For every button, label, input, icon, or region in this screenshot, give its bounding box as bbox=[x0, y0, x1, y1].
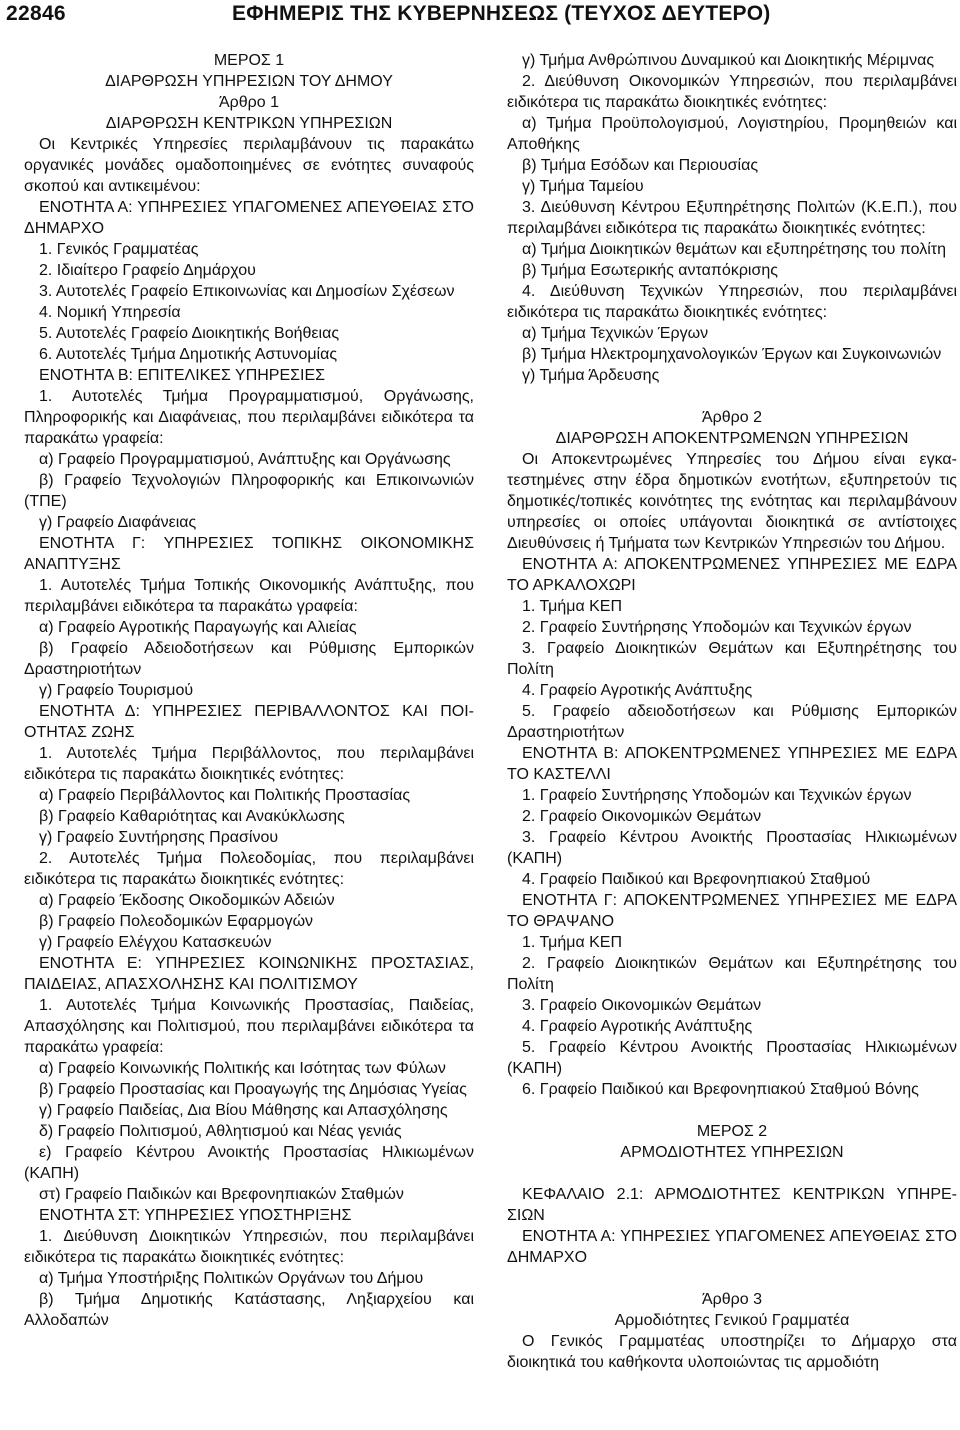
text-paragraph: 5. Αυτοτελές Γραφείο Διοικητικής Βοήθειας bbox=[39, 325, 340, 342]
text-paragraph: γ) Τμήμα Ανθρώπινου Δυναμικού και Διοικητικής Μέριμνας bbox=[522, 52, 935, 69]
text-paragraph: 3. Γραφείο Διοικητικών Θεμάτων και Εξυπηρέτησης του Πολίτη bbox=[507, 640, 957, 678]
text-paragraph: ΚΕΦΑΛΑΙΟ 2.1: ΑΡΜΟΔΙΟΤΗΤΕΣ ΚΕΝΤΡΙΚΩΝ ΥΠΗΡΕΣΙΩΝ bbox=[507, 1186, 957, 1224]
gazette-title: ΕΦΗΜΕΡΙΣ ΤΗΣ ΚΥΒΕΡΝΗΣΕΩΣ (ΤΕΥΧΟΣ ΔΕΥΤΕΡΟ) bbox=[232, 2, 771, 25]
text-paragraph: 1. Γενικός Γραμματέας bbox=[39, 241, 199, 258]
text-paragraph: 2. Γραφείο Διοικητικών Θεμάτων και Εξυπηρέτησης του Πολίτη bbox=[507, 955, 957, 993]
text-paragraph: β) Γραφείο Καθαριότητας και Ανακύκλωσης bbox=[39, 808, 345, 825]
text-paragraph: 1. Αυτοτελές Τμήμα Προγραμματισμού, Οργάνωσης, Πληροφορικής και Διαφάνειας, που περιλαμβάνει ειδικότερα τα παρακάτω γραφεία: bbox=[24, 388, 474, 447]
text-paragraph: 2. Ιδιαίτερο Γραφείο Δημάρχου bbox=[39, 262, 256, 279]
section-heading: Άρθρο 3 bbox=[701, 1291, 763, 1308]
text-paragraph: α) Γραφείο Κοινωνικής Πολιτικής και Ισότητας των Φύλων bbox=[39, 1060, 446, 1077]
text-paragraph: 1. Αυτοτελές Τμήμα Τοπικής Οικονομικής Ανάπτυξης, που περιλαμβάνει ειδικότερα τα παρακάτω γραφεία: bbox=[24, 577, 474, 615]
text-paragraph: β) Γραφείο Αδειοδοτήσεων και Ρύθμισης Εμπορικών Δραστηριοτήτων bbox=[24, 640, 474, 678]
text-paragraph: 2. Αυτοτελές Τμήμα Πολεοδομίας, που περιλαμβάνει ειδικότερα τις παρακάτω διοικητικές ενότητες: bbox=[24, 850, 474, 888]
text-paragraph: α) Γραφείο Προγραμματισμού, Ανάπτυξης και Οργάνωσης bbox=[39, 451, 451, 468]
text-paragraph: 6. Αυτοτελές Τμήμα Δημοτικής Αστυνομίας bbox=[39, 346, 338, 363]
text-paragraph: 4. Γραφείο Παιδικού και Βρεφονηπιακού Σταθμού bbox=[522, 871, 871, 888]
text-paragraph: δ) Γραφείο Πολιτισμού, Αθλητισμού και Νέας γενιάς bbox=[39, 1123, 402, 1140]
text-paragraph: 5. Γραφείο Κέντρου Ανοικτής Προστασίας Ηλικιωμένων (ΚΑΠΗ) bbox=[507, 1039, 957, 1077]
text-paragraph: γ) Γραφείο Τουρισμού bbox=[39, 682, 194, 699]
text-paragraph: 1. Γραφείο Συντήρησης Υποδομών και Τεχνικών έργων bbox=[522, 787, 912, 804]
right-column bbox=[507, 50, 957, 1373]
section-heading: ΔΙΑΡΘΡΩΣΗ ΚΕΝΤΡΙΚΩΝ ΥΠΗΡΕΣΙΩΝ bbox=[105, 115, 393, 132]
spacer bbox=[507, 1100, 957, 1121]
text-paragraph: β) Τμήμα Εσόδων και Περιουσίας bbox=[522, 157, 759, 174]
text-paragraph: 3. Γραφείο Οικονομικών Θεμάτων bbox=[522, 997, 762, 1014]
text-paragraph: Οι Κεντρικές Υπηρεσίες περιλαμβάνουν τις παρακάτω οργανικές μονάδες ομαδοποιημένες σε ενότητες συναφούς σκοπού και αντικειμένου: bbox=[24, 136, 474, 195]
text-paragraph: ΕΝΟΤΗΤΑ Β: ΑΠΟΚΕΝΤΡΩΜΕΝΕΣ ΥΠΗΡΕΣΙΕΣ ΜΕ ΕΔΡΑ ΤΟ ΚΑΣΤΕΛΛΙ bbox=[507, 745, 957, 783]
text-paragraph: β) Γραφείο Προστασίας και Προαγωγής της Δημόσιας Υγείας bbox=[39, 1081, 467, 1098]
text-paragraph: 4. Γραφείο Αγροτικής Ανάπτυξης bbox=[522, 682, 753, 699]
text-paragraph: α) Γραφείο Περιβάλλοντος και Πολιτικής Προστασίας bbox=[39, 787, 411, 804]
text-paragraph: Οι Αποκεντρωμένες Υπηρεσίες του Δήμου είναι εγκατεστημένες στην έδρα δημοτικών ενοτήτων, εξυπηρετούν τις δημοτικές/τοπικές κοινότητες της ενότητας και περιλαμβάνουν υπηρεσίες οι οποίες υπάγονται διοικητικά σε αντίστοιχες Διευθύνσεις ή Τμήματα των Κεντρικών Υπηρεσιών του Δήμου. bbox=[507, 451, 957, 552]
text-paragraph: β) Γραφείο Τεχνολογιών Πληροφορικής και Επικοινωνιών (ΤΠΕ) bbox=[24, 472, 474, 510]
text-paragraph: ΕΝΟΤΗΤΑ Α: ΥΠΗΡΕΣΙΕΣ ΥΠΑΓΟΜΕΝΕΣ ΑΠΕΥΘΕΙΑΣ ΣΤΟ ΔΗΜΑΡΧΟ bbox=[507, 1228, 957, 1266]
text-paragraph: 2. Γραφείο Συντήρησης Υποδομών και Τεχνικών έργων bbox=[522, 619, 912, 636]
text-paragraph: α) Τμήμα Υποστήριξης Πολιτικών Οργάνων του Δήμου bbox=[39, 1270, 424, 1287]
page-header bbox=[0, 0, 960, 38]
text-paragraph: 2. Γραφείο Οικονομικών Θεμάτων bbox=[522, 808, 762, 825]
text-paragraph: α) Τμήμα Προϋπολογισμού, Λογιστηρίου, Προμηθειών και Αποθήκης bbox=[507, 115, 957, 153]
section-heading: ΑΡΜΟΔΙΟΤΗΤΕΣ ΥΠΗΡΕΣΙΩΝ bbox=[620, 1144, 844, 1161]
page-number: 22846 bbox=[6, 2, 66, 25]
text-paragraph: 1. Διεύθυνση Διοικητικών Υπηρεσιών, που περιλαμβάνει ειδικότερα τις παρακάτω διοικητικές ενότητες: bbox=[24, 1228, 474, 1266]
text-paragraph: 2. Διεύθυνση Οικονομικών Υπηρεσιών, που περιλαμβάνει ειδικότερα τις παρακάτω διοικητικές ενότητες: bbox=[507, 73, 957, 111]
text-paragraph: γ) Τμήμα Άρδευσης bbox=[522, 367, 660, 384]
left-column bbox=[24, 50, 474, 1331]
text-paragraph: 1. Τμήμα ΚΕΠ bbox=[522, 598, 623, 615]
text-paragraph: στ) Γραφείο Παιδικών και Βρεφονηπιακών Σταθμών bbox=[39, 1186, 404, 1203]
text-paragraph: ΕΝΟΤΗΤΑ Δ: ΥΠΗΡΕΣΙΕΣ ΠΕΡΙΒΑΛΛΟΝΤΟΣ ΚΑΙ ΠΟΙΟΤΗΤΑΣ ΖΩΗΣ bbox=[24, 703, 474, 741]
text-paragraph: Ο Γενικός Γραμματέας υποστηρίζει το Δήμαρχο στα διοικητικά του καθήκοντα υλοποιώντας τις αρμοδιότη bbox=[507, 1333, 957, 1371]
section-heading: Αρμοδιότητες Γενικού Γραμματέα bbox=[614, 1312, 850, 1329]
text-paragraph: 4. Διεύθυνση Τεχνικών Υπηρεσιών, που περιλαμβάνει ειδικότερα τις παρακάτω διοικητικές ενότητες: bbox=[507, 283, 957, 321]
text-paragraph: ΕΝΟΤΗΤΑ Α: ΥΠΗΡΕΣΙΕΣ ΥΠΑΓΟΜΕΝΕΣ ΑΠΕΥΘΕΙΑΣ ΣΤΟ ΔΗΜΑΡΧΟ bbox=[24, 199, 474, 237]
text-paragraph: γ) Γραφείο Ελέγχου Κατασκευών bbox=[39, 934, 272, 951]
text-paragraph: ΕΝΟΤΗΤΑ Β: ΕΠΙΤΕΛΙΚΕΣ ΥΠΗΡΕΣΙΕΣ bbox=[39, 367, 326, 384]
text-paragraph: 3. Διεύθυνση Κέντρου Εξυπηρέτησης Πολιτών (Κ.Ε.Π.), που περιλαμβάνει ειδικότερα τις παρακάτω διοικητικές ενότητες: bbox=[507, 199, 957, 237]
text-paragraph: ΕΝΟΤΗΤΑ ΣΤ: ΥΠΗΡΕΣΙΕΣ ΥΠΟΣΤΗΡΙΞΗΣ bbox=[39, 1207, 352, 1224]
spacer bbox=[507, 1268, 957, 1289]
text-paragraph: α) Τμήμα Τεχνικών Έργων bbox=[522, 325, 709, 342]
text-paragraph: ΕΝΟΤΗΤΑ Α: ΑΠΟΚΕΝΤΡΩΜΕΝΕΣ ΥΠΗΡΕΣΙΕΣ ΜΕ ΕΔΡΑ ΤΟ ΑΡΚΑΛΟΧΩΡΙ bbox=[507, 556, 957, 594]
text-paragraph: α) Τμήμα Διοικητικών θεμάτων και εξυπηρέτησης του πολίτη bbox=[522, 241, 947, 258]
section-heading: Άρθρο 2 bbox=[701, 409, 763, 426]
text-paragraph: γ) Γραφείο Διαφάνειας bbox=[39, 514, 197, 531]
text-paragraph: γ) Γραφείο Παιδείας, Δια Βίου Μάθησης και Απασχόλησης bbox=[39, 1102, 448, 1119]
spacer bbox=[507, 1163, 957, 1184]
section-heading: ΔΙΑΡΘΡΩΣΗ ΑΠΟΚΕΝΤΡΩΜΕΝΩΝ ΥΠΗΡΕΣΙΩΝ bbox=[555, 430, 909, 447]
text-paragraph: 6. Γραφείο Παιδικού και Βρεφονηπιακού Σταθμού Βόνης bbox=[522, 1081, 919, 1098]
section-heading: ΔΙΑΡΘΡΩΣΗ ΥΠΗΡΕΣΙΩΝ ΤΟΥ ΔΗΜΟΥ bbox=[105, 73, 393, 90]
text-paragraph: 3. Αυτοτελές Γραφείο Επικοινωνίας και Δημοσίων Σχέσεων bbox=[39, 283, 455, 300]
text-paragraph: β) Γραφείο Πολεοδομικών Εφαρμογών bbox=[39, 913, 314, 930]
section-heading: ΜΕΡΟΣ 2 bbox=[696, 1123, 768, 1140]
text-paragraph: 4. Γραφείο Αγροτικής Ανάπτυξης bbox=[522, 1018, 753, 1035]
text-paragraph: ΕΝΟΤΗΤΑ Ε: ΥΠΗΡΕΣΙΕΣ ΚΟΙΝΩΝΙΚΗΣ ΠΡΟΣΤΑΣΙΑΣ, ΠΑΙΔΕΙΑΣ, ΑΠΑΣΧΟΛΗΣΗΣ ΚΑΙ ΠΟΛΙΤΙΣΜΟΥ bbox=[24, 955, 474, 993]
text-paragraph: γ) Γραφείο Συντήρησης Πρασίνου bbox=[39, 829, 279, 846]
text-paragraph: α) Γραφείο Έκδοσης Οικοδομικών Αδειών bbox=[39, 892, 335, 909]
text-paragraph: γ) Τμήμα Ταμείου bbox=[522, 178, 644, 195]
text-paragraph: 1. Τμήμα ΚΕΠ bbox=[522, 934, 623, 951]
text-paragraph: 1. Αυτοτελές Τμήμα Περιβάλλοντος, που περιλαμβάνει ειδικότερα τις παρακάτω διοικητικές ενότητες: bbox=[24, 745, 474, 783]
text-paragraph: ΕΝΟΤΗΤΑ Γ: ΥΠΗΡΕΣΙΕΣ ΤΟΠΙΚΗΣ ΟΙΚΟΝΟΜΙΚΗΣ ΑΝΑΠΤΥΞΗΣ bbox=[24, 535, 474, 573]
text-paragraph: β) Τμήμα Εσωτερικής ανταπόκρισης bbox=[522, 262, 778, 279]
section-heading: ΜΕΡΟΣ 1 bbox=[213, 52, 285, 69]
text-paragraph: 5. Γραφείο αδειοδοτήσεων και Ρύθμισης Εμπορικών Δραστηριοτήτων bbox=[507, 703, 957, 741]
text-paragraph: α) Γραφείο Αγροτικής Παραγωγής και Αλιείας bbox=[39, 619, 357, 636]
text-paragraph: ΕΝΟΤΗΤΑ Γ: ΑΠΟΚΕΝΤΡΩΜΕΝΕΣ ΥΠΗΡΕΣΙΕΣ ΜΕ ΕΔΡΑ ΤΟ ΘΡΑΨΑΝΟ bbox=[507, 892, 957, 930]
spacer bbox=[507, 386, 957, 407]
text-paragraph: ε) Γραφείο Κέντρου Ανοικτής Προστασίας Ηλικιωμένων (ΚΑΠΗ) bbox=[24, 1144, 474, 1182]
section-heading: Άρθρο 1 bbox=[218, 94, 280, 111]
text-paragraph: 3. Γραφείο Κέντρου Ανοικτής Προστασίας Ηλικιωμένων (ΚΑΠΗ) bbox=[507, 829, 957, 867]
text-paragraph: β) Τμήμα Ηλεκτρομηχανολογικών Έργων και Συγκοινωνιών bbox=[522, 346, 942, 363]
text-paragraph: β) Τμήμα Δημοτικής Κατάστασης, Ληξιαρχείου και Αλλοδαπών bbox=[24, 1291, 474, 1329]
text-paragraph: 4. Νομική Υπηρεσία bbox=[39, 304, 181, 321]
text-paragraph: 1. Αυτοτελές Τμήμα Κοινωνικής Προστασίας, Παιδείας, Απασχόλησης και Πολιτισμού, που περιλαμβάνει ειδικότερα τα παρακάτω γραφεία: bbox=[24, 997, 474, 1056]
